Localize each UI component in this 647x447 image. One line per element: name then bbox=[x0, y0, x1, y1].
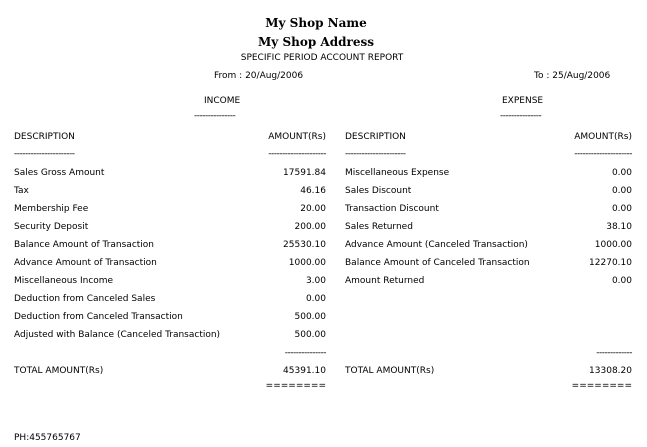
income-amount: 25530.10 bbox=[283, 240, 326, 250]
income-amount: 500.00 bbox=[294, 312, 326, 322]
shop-address: My Shop Address bbox=[258, 35, 374, 49]
expense-col-amount: AMOUNT(Rs) bbox=[574, 132, 632, 142]
expense-amount-rule: --------------------- bbox=[574, 149, 632, 159]
income-description: Miscellaneous Income bbox=[14, 276, 114, 286]
income-total-amount: 45391.10 bbox=[283, 366, 326, 376]
expense-heading: EXPENSE bbox=[502, 96, 544, 106]
income-row bbox=[14, 186, 29, 196]
expense-total-amount: 13308.20 bbox=[589, 366, 632, 376]
income-row bbox=[14, 276, 113, 286]
report-title: SPECIFIC PERIOD ACCOUNT REPORT bbox=[240, 53, 404, 63]
income-heading: INCOME bbox=[204, 96, 241, 106]
income-row bbox=[14, 294, 155, 304]
income-description: Tax bbox=[14, 186, 29, 196]
from-label: From : bbox=[214, 71, 243, 81]
income-amount: 3.00 bbox=[305, 276, 326, 286]
shop-name: My Shop Name bbox=[265, 16, 367, 30]
income-amount-rule: --------------------- bbox=[268, 149, 326, 159]
expense-amount: 0.00 bbox=[611, 186, 632, 196]
from-date-line bbox=[214, 71, 303, 81]
to-label: To : bbox=[534, 71, 550, 81]
income-row bbox=[14, 312, 183, 322]
income-amount: 20.00 bbox=[300, 204, 326, 214]
expense-description: Sales Returned bbox=[345, 222, 413, 232]
from-date: 20/Aug/2006 bbox=[245, 71, 304, 81]
expense-description: Miscellaneous Expense bbox=[345, 168, 450, 178]
expense-row bbox=[345, 186, 411, 196]
income-description: Advance Amount of Transaction bbox=[14, 258, 157, 268]
expense-description: Amount Returned bbox=[345, 276, 425, 286]
income-heading-rule: --------------- bbox=[194, 111, 236, 121]
expense-description: Transaction Discount bbox=[345, 204, 439, 214]
expense-heading-rule: --------------- bbox=[500, 111, 542, 121]
income-row bbox=[14, 222, 88, 232]
expense-amount: 0.00 bbox=[611, 276, 632, 286]
to-date-line bbox=[534, 71, 610, 81]
income-amount: 200.00 bbox=[294, 222, 326, 232]
expense-description-rule: ---------------------- bbox=[345, 149, 406, 159]
expense-row bbox=[345, 240, 528, 250]
expense-row bbox=[345, 276, 424, 286]
income-description: Balance Amount of Transaction bbox=[14, 240, 155, 250]
income-amount: 0.00 bbox=[305, 294, 326, 304]
expense-description: Balance Amount of Canceled Transaction bbox=[345, 258, 530, 268]
income-row bbox=[14, 258, 157, 268]
expense-amount: 12270.10 bbox=[589, 258, 632, 268]
expense-col-description: DESCRIPTION bbox=[345, 132, 406, 142]
income-description: Adjusted with Balance (Canceled Transaction) bbox=[14, 330, 221, 340]
income-total-label: TOTAL AMOUNT(Rs) bbox=[14, 366, 104, 376]
income-row bbox=[14, 204, 88, 214]
expense-amount: 38.10 bbox=[606, 222, 632, 232]
expense-description: Sales Discount bbox=[345, 186, 412, 196]
expense-amount: 1000.00 bbox=[594, 240, 632, 250]
income-total-double-rule: ======== bbox=[265, 381, 326, 391]
income-description: Membership Fee bbox=[14, 204, 89, 214]
expense-description: Advance Amount (Canceled Transaction) bbox=[345, 240, 528, 250]
income-amount: 17591.84 bbox=[283, 168, 326, 178]
income-description: Security Deposit bbox=[14, 222, 89, 232]
income-description: Sales Gross Amount bbox=[14, 168, 105, 178]
income-amount: 500.00 bbox=[294, 330, 326, 340]
expense-total-label: TOTAL AMOUNT(Rs) bbox=[345, 366, 435, 376]
expense-total-rule: ------------- bbox=[596, 348, 632, 358]
expense-total-double-rule: ======== bbox=[571, 381, 632, 391]
income-col-description: DESCRIPTION bbox=[14, 132, 75, 142]
income-row bbox=[14, 168, 104, 178]
income-amount: 1000.00 bbox=[288, 258, 326, 268]
income-description: Deduction from Canceled Transaction bbox=[14, 312, 183, 322]
expense-row bbox=[345, 168, 449, 178]
income-row bbox=[14, 330, 220, 340]
income-description: Deduction from Canceled Sales bbox=[14, 294, 156, 304]
expense-row bbox=[345, 258, 530, 268]
expense-amount: 0.00 bbox=[611, 204, 632, 214]
expense-amount: 0.00 bbox=[611, 168, 632, 178]
expense-row bbox=[345, 222, 413, 232]
to-date: 25/Aug/2006 bbox=[552, 71, 611, 81]
income-col-amount: AMOUNT(Rs) bbox=[268, 132, 326, 142]
income-amount: 46.16 bbox=[300, 186, 326, 196]
expense-row bbox=[345, 204, 439, 214]
footer-phone: PH:455765767 bbox=[14, 433, 81, 443]
income-total-rule: --------------- bbox=[284, 348, 326, 358]
income-row bbox=[14, 240, 154, 250]
income-description-rule: ---------------------- bbox=[14, 149, 75, 159]
